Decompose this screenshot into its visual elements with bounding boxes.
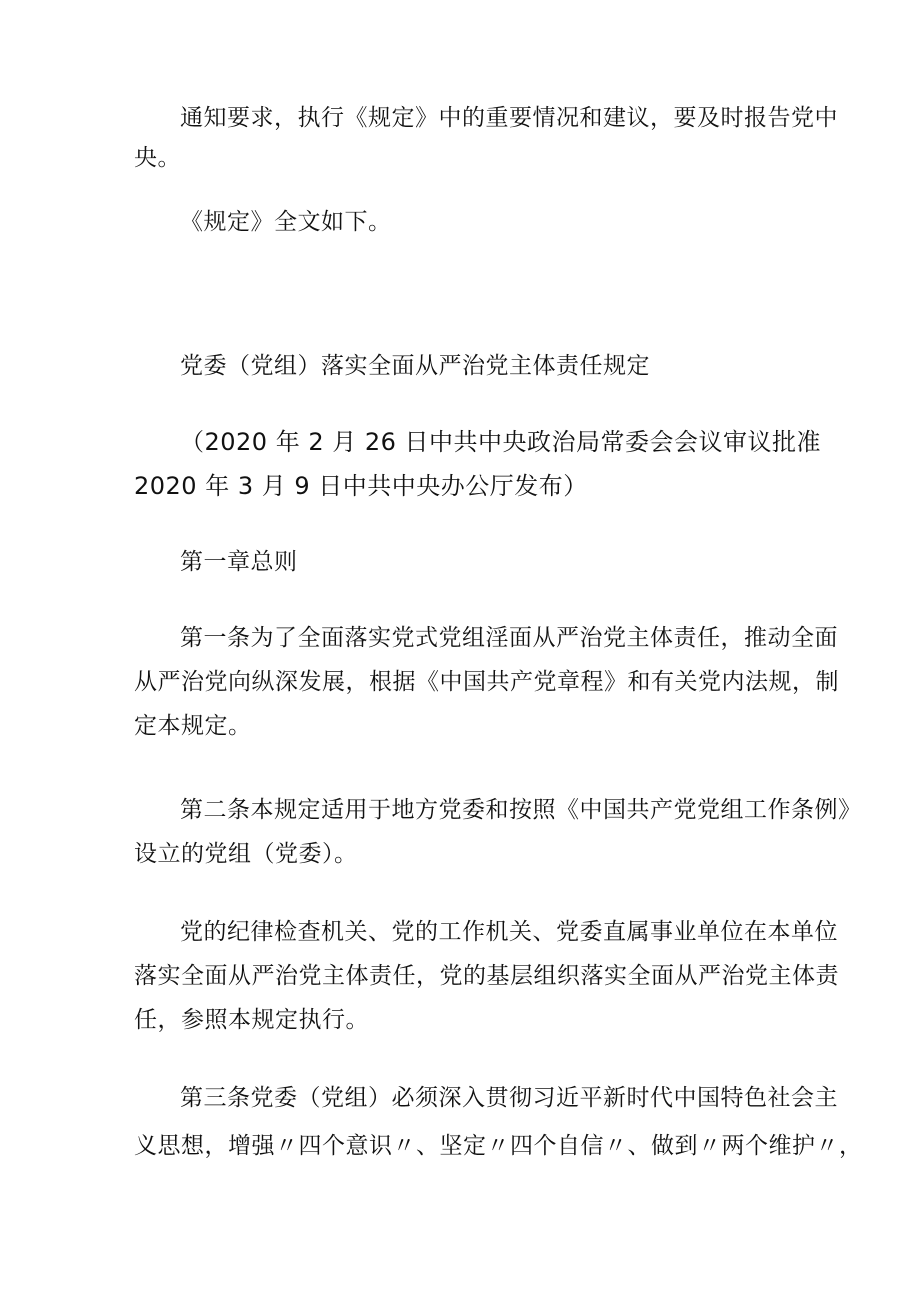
text-line: 第一条为了全面落实党式党组淫面从严治党主体责任，推动全面 (180, 625, 838, 651)
article-1 (134, 616, 839, 748)
text-line: （2020 年 2 月 26 日中共中央政治局常委会会议审议批准 (180, 428, 822, 456)
paragraph-report-requirement (134, 98, 838, 178)
text-line: 第二条本规定适用于地方党委和按照《中国共产党党组工作条例》 (180, 797, 862, 823)
paragraph-fulltext-intro (134, 202, 794, 242)
text-line: 2020 年 3 月 9 日中共中央办公厅发布） (134, 472, 588, 500)
article-2 (134, 788, 862, 876)
chapter-heading (134, 542, 794, 582)
text-line: 第一章总则 (180, 549, 298, 575)
text-line: 《规定》全文如下。 (180, 209, 392, 235)
text-line: 通知要求，执行《规定》中的重要情况和建议，要及时报告党中 (180, 105, 838, 131)
text-line: 落实全面从严治党主体责任，党的基层组织落实全面从严治党主体责 (134, 963, 839, 989)
text-line: 设立的党组（党委）。 (134, 841, 358, 867)
paragraph-discipline-organs (134, 910, 839, 1042)
document-title (134, 346, 794, 386)
article-3 (134, 1074, 863, 1170)
text-line: 从严治党向纵深发展，根据《中国共产党章程》和有关党内法规，制 (134, 669, 839, 695)
text-line: 党委（党组）落实全面从严治党主体责任规定 (180, 353, 650, 379)
text-line: 党的纪律检查机关、党的工作机关、党委直属事业单位在本单位 (180, 919, 838, 945)
text-line: 义思想，增强〃四个意识〃、坚定〃四个自信〃、做到〃两个维护〃， (134, 1133, 863, 1159)
approval-note (134, 420, 822, 508)
text-line: 第三条党委（党组）必须深入贯彻习近平新时代中国特色社会主 (180, 1085, 838, 1111)
text-line: 定本规定。 (134, 713, 252, 739)
text-line: 任，参照本规定执行。 (134, 1007, 369, 1033)
text-line: 央。 (134, 145, 181, 171)
